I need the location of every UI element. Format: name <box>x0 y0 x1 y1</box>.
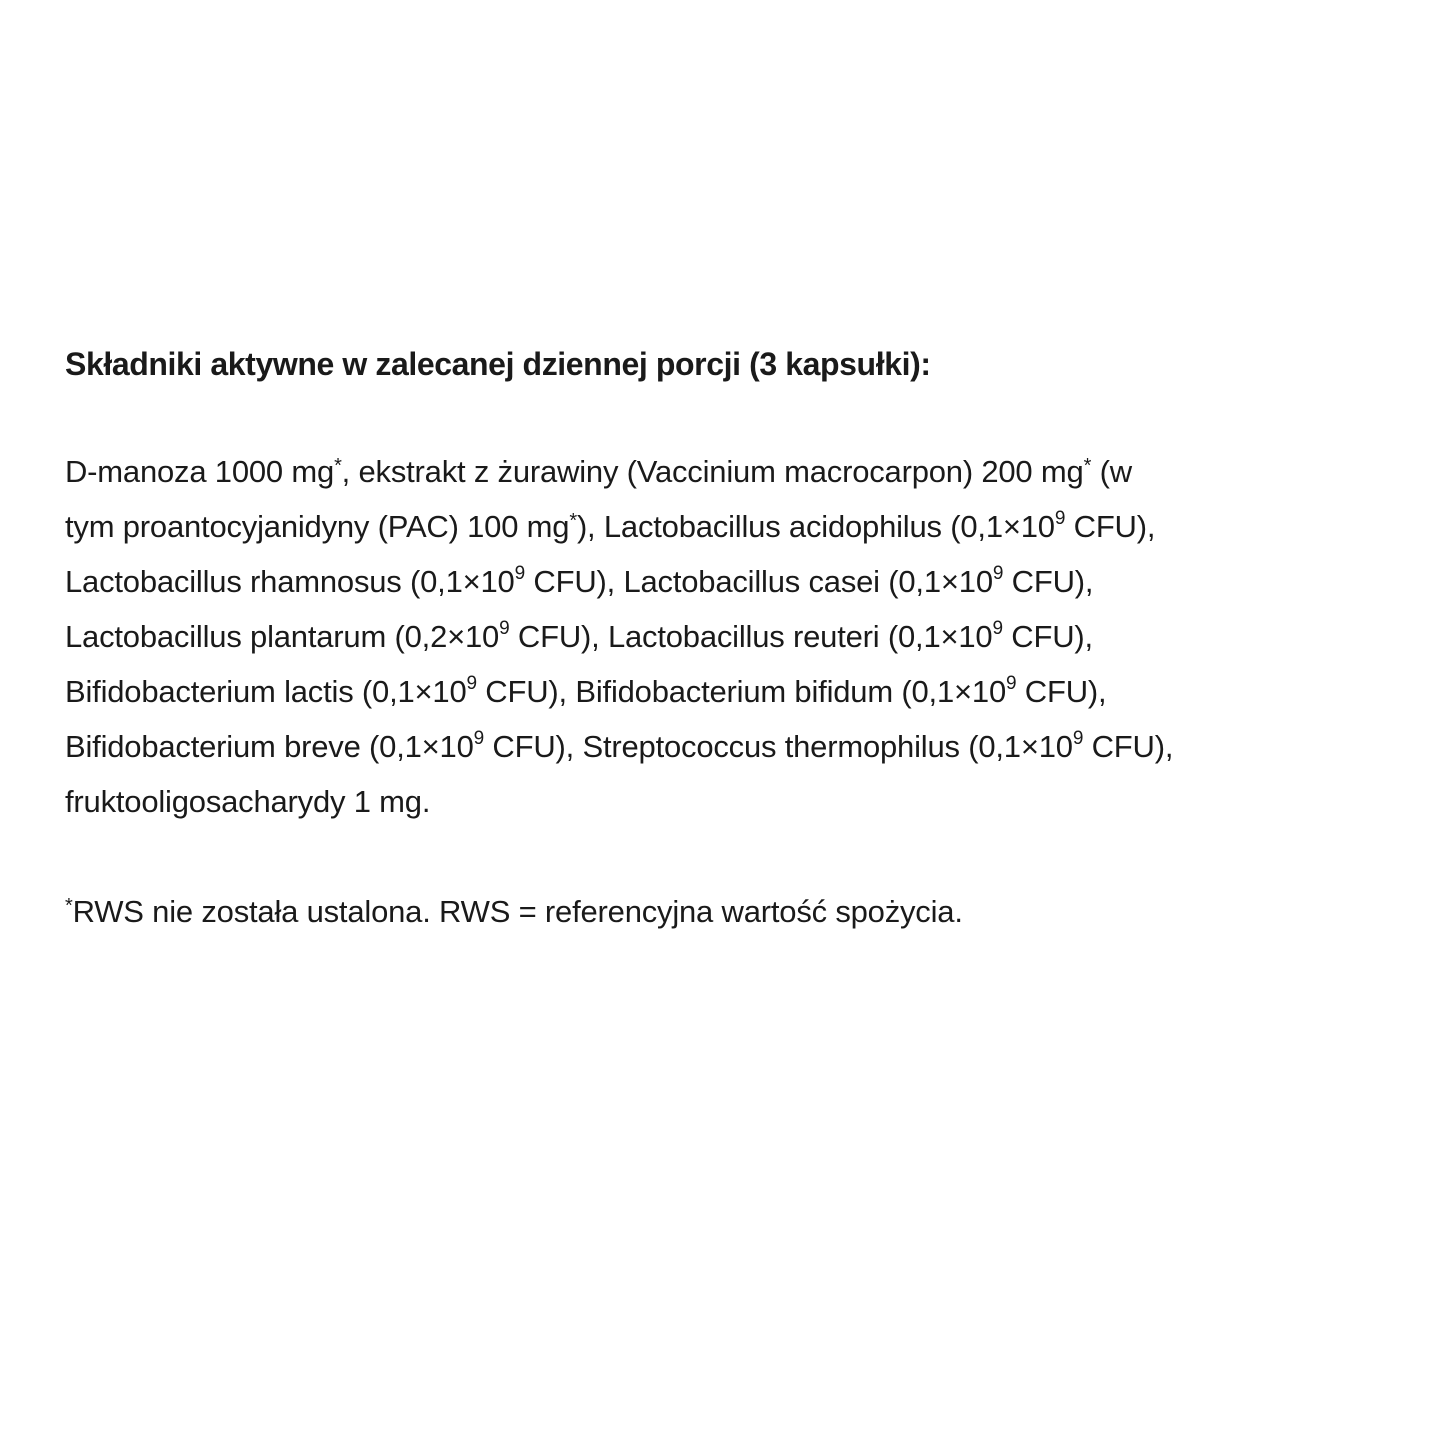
ingredients-line-2 <box>65 499 1395 554</box>
text-segment: CFU), <box>1003 564 1094 599</box>
product-info-document <box>65 336 1395 939</box>
ingredients-line-5 <box>65 664 1395 719</box>
text-segment: CFU), Streptococcus thermophilus (0,1×10 <box>484 729 1073 764</box>
exponent: 9 <box>992 618 1003 639</box>
text-segment: CFU), Bifidobacterium bifidum (0,1×10 <box>476 674 1006 709</box>
text-segment: CFU), <box>1016 674 1107 709</box>
text-segment: CFU), Lactobacillus casei (0,1×10 <box>524 564 993 599</box>
exponent: 9 <box>1005 673 1017 694</box>
ingredients-line-6 <box>65 719 1395 774</box>
text-segment: Lactobacillus plantarum (0,2×10 <box>65 619 500 654</box>
text-segment: CFU), Lactobacillus reuteri (0,1×10 <box>509 619 993 654</box>
text-segment: D-manoza 1000 mg <box>65 454 335 489</box>
ingredients-line-4 <box>65 609 1395 664</box>
exponent: 9 <box>1054 508 1066 529</box>
text-segment: Lactobacillus rhamnosus (0,1×10 <box>65 564 515 599</box>
footnote <box>65 884 1395 939</box>
text-segment: (w <box>1091 454 1132 489</box>
asterisk-mark: * <box>334 455 342 477</box>
exponent: 9 <box>1072 728 1084 749</box>
asterisk-mark: * <box>1083 455 1092 477</box>
text-segment: CFU), <box>1083 729 1174 764</box>
asterisk-mark: * <box>65 895 73 917</box>
text-segment: tym proantocyjanidyny (PAC) 100 mg <box>65 509 570 544</box>
text-segment: Bifidobacterium breve (0,1×10 <box>65 729 474 764</box>
ingredients-paragraph <box>65 444 1395 829</box>
exponent: 9 <box>466 673 477 694</box>
exponent: 9 <box>514 563 525 584</box>
exponent: 9 <box>499 618 510 639</box>
exponent: 9 <box>473 728 485 749</box>
text-segment: , ekstrakt z żurawiny (Vaccinium macrocarpon) 200 mg <box>341 454 1084 489</box>
text-segment: ), Lactobacillus acidophilus (0,1×10 <box>576 509 1055 544</box>
text-segment: fruktooligosacharydy 1 mg. <box>65 784 431 819</box>
ingredients-line-1 <box>65 444 1395 499</box>
text-segment: CFU), <box>1065 509 1156 544</box>
text-segment: Bifidobacterium lactis (0,1×10 <box>65 674 467 709</box>
footnote-text: RWS nie została ustalona. RWS = referencyjna wartość spożycia. <box>72 894 963 929</box>
ingredients-line-3 <box>65 554 1395 609</box>
asterisk-mark: * <box>569 510 577 532</box>
ingredients-line-7 <box>65 774 1395 829</box>
text-segment: CFU), <box>1002 619 1093 654</box>
heading: Składniki aktywne w zalecanej dziennej porcji (3 kapsułki): <box>65 346 931 382</box>
exponent: 9 <box>992 563 1004 584</box>
